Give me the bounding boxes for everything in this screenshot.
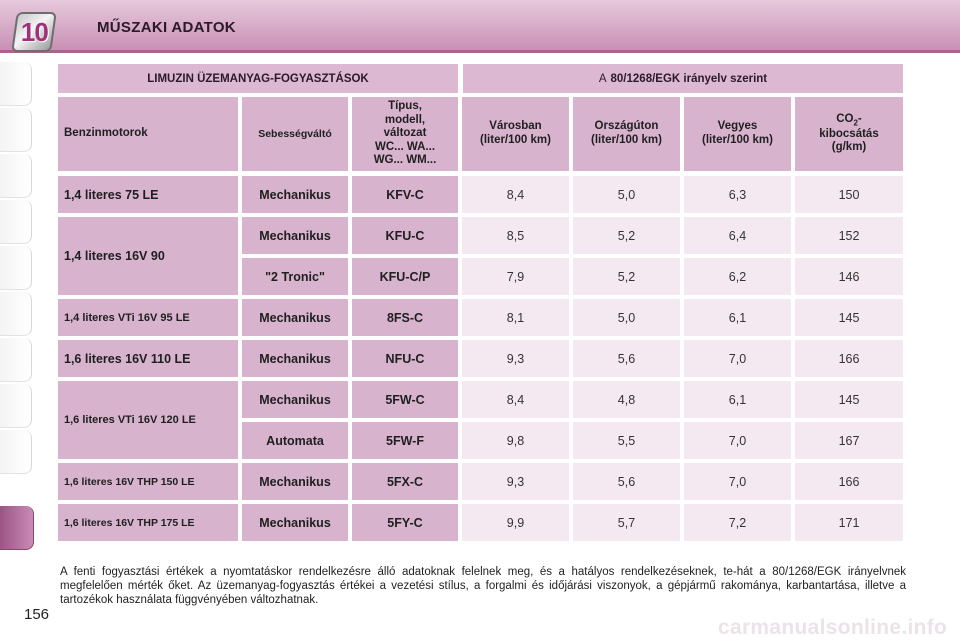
chapter-tab[interactable] <box>0 292 32 336</box>
cell-extra: 5,2 <box>573 258 680 295</box>
cell-co2: 166 <box>795 340 903 377</box>
column-header-urban <box>462 97 569 171</box>
cell-combined: 7,0 <box>684 422 791 459</box>
cell-combined: 7,0 <box>684 463 791 500</box>
cell-combined: 6,2 <box>684 258 791 295</box>
cell-gearbox: Automata <box>242 422 348 459</box>
cell-type: 8FS-C <box>352 299 458 336</box>
co2-header-line: (g/km) <box>831 141 867 154</box>
footnote: A fenti fogyasztási értékek a nyomtatáskor rendelkezésre álló adatoknak felelnek meg, és a hatályos rendelkezéseknek, te-hát a 80/1268/EGK irányelvnek megfelelően mérték őket. Az üzemanyag-fogyasztás értékei a vezetési stílus, a forgalmi és időjárási viszonyok, a gépjármű rakománya, karbantartása, illetve a tartozékok használata függvényében változhatnak. <box>60 566 906 606</box>
cell-type: 5FX-C <box>352 463 458 500</box>
co2-header-line: kibocsátás <box>819 127 879 140</box>
cell-co2: 146 <box>795 258 903 295</box>
table-title-directive: 80/1268/EGK irányelv szerint <box>610 72 768 85</box>
chapter-tab[interactable] <box>0 246 32 290</box>
cell-combined: 6,1 <box>684 299 791 336</box>
cell-co2: 152 <box>795 217 903 254</box>
cell-urban: 9,9 <box>462 504 569 541</box>
chapter-tab[interactable] <box>0 430 32 474</box>
chapter-tab[interactable] <box>0 108 32 152</box>
co2-header-sub: 2 <box>853 118 858 128</box>
cell-gearbox: Mechanikus <box>242 504 348 541</box>
combined-header-line: (liter/100 km) <box>702 134 773 146</box>
cell-co2: 166 <box>795 463 903 500</box>
cell-type: KFU-C/P <box>352 258 458 295</box>
chapter-tab[interactable] <box>0 384 32 428</box>
cell-type: 5FW-F <box>352 422 458 459</box>
chapter-tab[interactable] <box>0 200 32 244</box>
chapter-tab-active[interactable] <box>0 506 34 550</box>
header-underline <box>0 50 960 53</box>
cell-urban: 8,1 <box>462 299 569 336</box>
cell-combined: 6,3 <box>684 176 791 213</box>
engine-cell: 1,6 literes 16V THP 175 LE <box>58 504 238 541</box>
cell-type: KFV-C <box>352 176 458 213</box>
cell-extra: 4,8 <box>573 381 680 418</box>
chapter-number: 10 <box>20 16 48 47</box>
cell-gearbox: Mechanikus <box>242 217 348 254</box>
watermark: carmanualsonline.info <box>718 616 948 639</box>
engine-cell: 1,6 literes 16V THP 150 LE <box>58 463 238 500</box>
co2-header-dash: - <box>857 113 862 126</box>
engine-cell: 1,4 literes 16V 90 <box>58 217 238 295</box>
combined-header-line: Vegyes <box>717 120 758 133</box>
cell-extra: 5,6 <box>573 463 680 500</box>
cell-urban: 7,9 <box>462 258 569 295</box>
page-title: MŰSZAKI ADATOK <box>97 19 236 36</box>
cell-combined: 7,2 <box>684 504 791 541</box>
cell-urban: 8,4 <box>462 176 569 213</box>
cell-gearbox: Mechanikus <box>242 381 348 418</box>
type-header-line: WG... WM... <box>373 154 437 167</box>
cell-extra: 5,5 <box>573 422 680 459</box>
extra-header-line: Országúton <box>594 120 659 133</box>
cell-gearbox: Mechanikus <box>242 299 348 336</box>
table-title-left: LIMUZIN ÜZEMANYAG-FOGYASZTÁSOK <box>58 64 458 93</box>
table-title-prefix: A <box>598 72 607 85</box>
type-header-line: WC... WA... <box>374 140 436 153</box>
chapter-tab[interactable] <box>0 338 32 382</box>
cell-urban: 9,8 <box>462 422 569 459</box>
engine-cell: 1,6 literes VTi 16V 120 LE <box>58 381 238 459</box>
cell-co2: 171 <box>795 504 903 541</box>
chapter-tab[interactable] <box>0 154 32 198</box>
chapter-badge <box>11 12 57 52</box>
cell-combined: 6,1 <box>684 381 791 418</box>
urban-header-line: (liter/100 km) <box>480 134 551 146</box>
type-header-line: Típus, <box>388 100 422 113</box>
extra-header-line: (liter/100 km) <box>591 134 662 146</box>
cell-co2: 150 <box>795 176 903 213</box>
cell-urban: 9,3 <box>462 463 569 500</box>
page-number: 156 <box>24 606 50 623</box>
cell-gearbox: "2 Tronic" <box>242 258 348 295</box>
column-header-gearbox: Sebességváltó <box>242 97 348 171</box>
co2-header-line <box>836 113 862 128</box>
column-header-engine: Benzinmotorok <box>58 97 238 171</box>
engine-cell: 1,6 literes 16V 110 LE <box>58 340 238 377</box>
cell-type: KFU-C <box>352 217 458 254</box>
cell-urban: 9,3 <box>462 340 569 377</box>
chapter-tab[interactable] <box>0 62 32 106</box>
cell-gearbox: Mechanikus <box>242 176 348 213</box>
cell-combined: 7,0 <box>684 340 791 377</box>
column-header-co2 <box>795 97 903 171</box>
type-header-line: változat <box>383 127 427 140</box>
cell-extra: 5,0 <box>573 176 680 213</box>
chapter-tabs <box>0 62 32 582</box>
cell-co2: 145 <box>795 299 903 336</box>
cell-type: 5FY-C <box>352 504 458 541</box>
type-header-line: modell, <box>384 113 426 126</box>
cell-gearbox: Mechanikus <box>242 340 348 377</box>
table-title-right <box>463 64 903 93</box>
cell-extra: 5,6 <box>573 340 680 377</box>
cell-type: 5FW-C <box>352 381 458 418</box>
cell-extra: 5,7 <box>573 504 680 541</box>
cell-extra: 5,0 <box>573 299 680 336</box>
cell-type: NFU-C <box>352 340 458 377</box>
cell-gearbox: Mechanikus <box>242 463 348 500</box>
engine-cell: 1,4 literes VTi 16V 95 LE <box>58 299 238 336</box>
urban-header-line: Városban <box>489 120 542 133</box>
cell-combined: 6,4 <box>684 217 791 254</box>
cell-urban: 8,4 <box>462 381 569 418</box>
column-header-extra-urban <box>573 97 680 171</box>
cell-co2: 167 <box>795 422 903 459</box>
column-header-type <box>352 97 458 171</box>
cell-extra: 5,2 <box>573 217 680 254</box>
cell-co2: 145 <box>795 381 903 418</box>
column-header-combined <box>684 97 791 171</box>
engine-cell: 1,4 literes 75 LE <box>58 176 238 213</box>
co2-header-co: CO <box>836 113 854 126</box>
cell-urban: 8,5 <box>462 217 569 254</box>
